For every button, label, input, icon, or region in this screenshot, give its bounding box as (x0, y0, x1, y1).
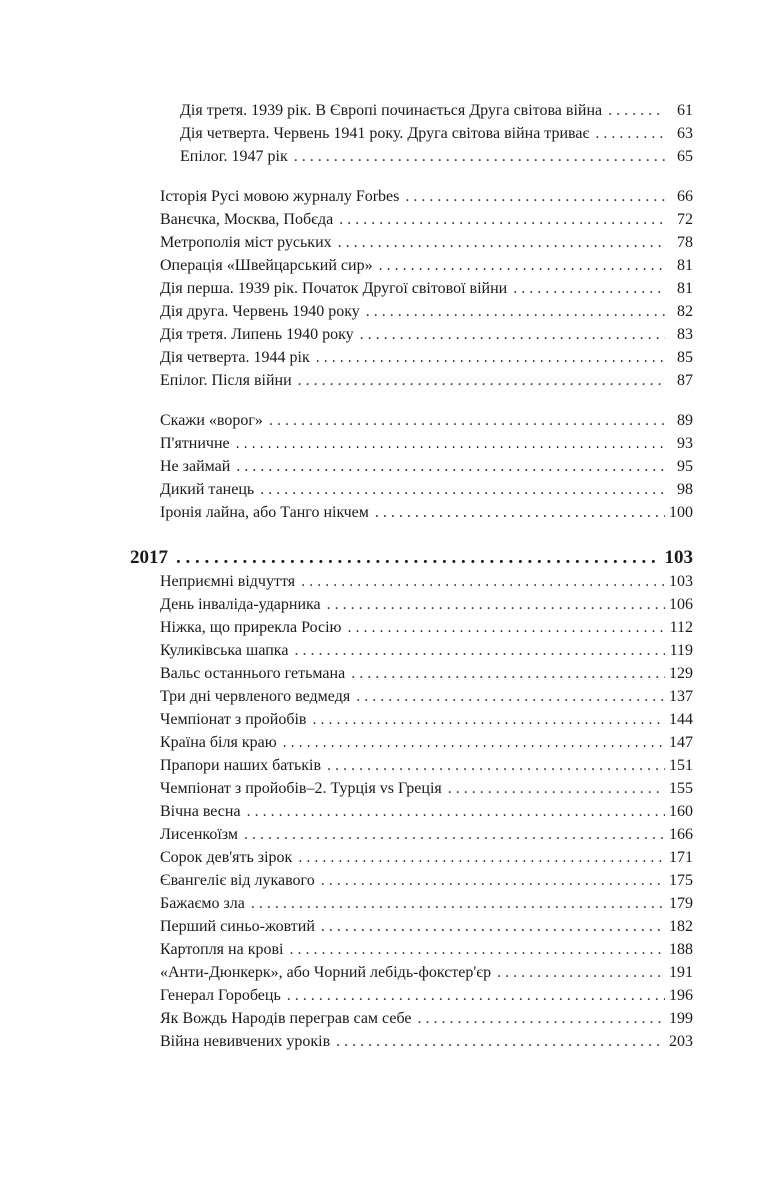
toc-entry[interactable] (160, 231, 693, 254)
toc-entry-page: 171 (669, 849, 693, 866)
toc-entry-title: Іронія лайна, або Танго нікчем (160, 504, 369, 521)
toc-entry-page: 166 (669, 826, 693, 843)
toc-entry-page: 106 (669, 596, 693, 613)
dot-leader (348, 616, 666, 639)
toc-entry-page: 144 (669, 711, 693, 728)
toc-entry-page: 151 (669, 757, 693, 774)
toc-entry-title: П'ятничне (160, 435, 230, 452)
toc-entry-title: Прапори наших батьків (160, 757, 322, 774)
toc-entry-page: 196 (669, 987, 693, 1004)
toc-entry-title: Епілог. Після війни (160, 372, 292, 389)
toc-entry-page: 103 (669, 573, 693, 590)
toc-entry-page: 95 (677, 458, 693, 475)
dot-leader (312, 708, 665, 731)
toc-entry[interactable] (160, 938, 693, 961)
toc-entry-title: Чемпіонат з пройобів (160, 711, 307, 728)
toc-entry-title: Епілог. 1947 рік (180, 148, 288, 165)
dot-leader (316, 346, 665, 369)
dot-leader (298, 846, 665, 869)
dot-leader (236, 432, 665, 455)
toc-group-c (0, 409, 771, 524)
toc-entry-page: 199 (669, 1010, 693, 1027)
toc-entry[interactable] (160, 501, 693, 524)
toc-entry-title: День інваліда-ударника (160, 596, 321, 613)
toc-entry-page: 93 (677, 435, 693, 452)
dot-leader (608, 99, 665, 122)
toc-entry[interactable] (160, 432, 693, 455)
toc-entry-title: Операція «Швейцарський сир» (160, 257, 373, 274)
dot-leader (289, 938, 665, 961)
dot-leader (405, 185, 665, 208)
toc-entry-page: 89 (677, 412, 693, 429)
toc-entry-title: Три дні червленого ведмедя (160, 688, 351, 705)
dot-leader (379, 254, 665, 277)
toc-entry[interactable] (160, 478, 693, 501)
toc-entry-page: 137 (669, 688, 693, 705)
toc-entry-page: 129 (669, 665, 693, 682)
toc-entry[interactable] (160, 731, 693, 754)
toc-entry[interactable] (160, 961, 693, 984)
toc-entry[interactable] (160, 823, 693, 846)
toc-entry-title: Куликівська шапка (160, 642, 289, 659)
toc-entry-page: 100 (669, 504, 693, 521)
toc-entry[interactable] (160, 639, 693, 662)
toc-entry-title: Дія друга. Червень 1940 року (160, 303, 360, 320)
toc-entry[interactable] (160, 346, 693, 369)
toc-group-a (0, 99, 771, 168)
toc-entry-page: 82 (677, 303, 693, 320)
toc-entry-title: Вічна весна (160, 803, 241, 820)
toc-entry-page: 65 (677, 148, 693, 165)
dot-leader (366, 300, 665, 323)
toc-entry-page: 87 (677, 372, 693, 389)
toc-entry[interactable] (160, 777, 693, 800)
toc-entry-page: 61 (677, 102, 693, 119)
toc-entry[interactable] (160, 369, 693, 392)
toc-entry-title: Дія перша. 1939 рік. Початок Другої світової війни (160, 280, 508, 297)
toc-entry-title: «Анти-Дюнкерк», або Чорний лебідь-фокстер'єр (160, 964, 492, 981)
dot-leader (360, 323, 665, 346)
toc-entry-page: 81 (677, 257, 693, 274)
toc-entry-page: 119 (669, 642, 693, 659)
toc-entry[interactable] (160, 455, 693, 478)
dot-leader (321, 869, 665, 892)
toc-entry-title: Не займай (160, 458, 231, 475)
toc-section-heading[interactable] (130, 544, 693, 572)
dot-leader (294, 639, 665, 662)
toc-entry[interactable] (160, 662, 693, 685)
toc-entry-page: 203 (669, 1033, 693, 1050)
toc-entry[interactable] (160, 984, 693, 1007)
toc-entry[interactable] (160, 685, 693, 708)
toc-entry-title: Війна невивчених уроків (160, 1033, 331, 1050)
dot-leader (301, 570, 665, 593)
dot-leader (356, 685, 665, 708)
toc-entry-title: Історія Русі мовою журналу Forbes (160, 188, 400, 205)
dot-leader (236, 455, 665, 478)
dot-leader (327, 754, 665, 777)
toc-entry[interactable] (160, 869, 693, 892)
dot-leader (283, 731, 665, 754)
toc-entry-title: Дія четверта. 1944 рік (160, 349, 310, 366)
toc-entry[interactable] (180, 145, 693, 168)
toc-entry-page: 175 (669, 872, 693, 889)
dot-leader (247, 800, 665, 823)
toc-entry[interactable] (160, 616, 693, 639)
toc-entry[interactable] (160, 1007, 693, 1030)
dot-leader (269, 409, 665, 432)
toc-entry[interactable] (160, 300, 693, 323)
toc-entry-title: Як Вождь Народів переграв сам себе (160, 1010, 412, 1027)
toc-entry-title: Лисенкоїзм (160, 826, 238, 843)
toc-group-d (0, 570, 771, 1053)
toc-entry-page: 191 (669, 964, 693, 981)
toc-entry-page: 98 (677, 481, 693, 498)
toc-entry[interactable] (160, 323, 693, 346)
dot-leader (338, 231, 665, 254)
dot-leader (294, 145, 665, 168)
dot-leader (244, 823, 665, 846)
toc-entry[interactable] (160, 754, 693, 777)
dot-leader (327, 593, 665, 616)
toc-entry-page: 78 (677, 234, 693, 251)
toc-entry-title: Країна біля краю (160, 734, 277, 751)
dot-leader (336, 1030, 665, 1053)
toc-entry[interactable] (160, 892, 693, 915)
dot-leader (417, 1007, 665, 1030)
toc-entry-title: Метрополія міст руських (160, 234, 332, 251)
toc-entry[interactable] (160, 800, 693, 823)
toc-entry[interactable] (160, 409, 693, 432)
toc-entry-page: 147 (669, 734, 693, 751)
toc-group-b (0, 185, 771, 392)
section-year-title: 2017 (130, 547, 168, 568)
toc-entry-page: 81 (677, 280, 693, 297)
dot-leader (260, 478, 665, 501)
section-year-page: 103 (664, 547, 693, 568)
dot-leader (375, 501, 665, 524)
toc-entry[interactable] (160, 708, 693, 731)
dot-leader (497, 961, 665, 984)
toc-entry[interactable] (160, 254, 693, 277)
toc-entry-title: Скажи «ворог» (160, 412, 263, 429)
toc-entry-page: 179 (669, 895, 693, 912)
toc-entry[interactable] (160, 915, 693, 938)
toc-entry[interactable] (160, 277, 693, 300)
toc-entry-page: 85 (677, 349, 693, 366)
toc-entry-title: Дія третя. 1939 рік. В Європі починається Друга світова війна (180, 102, 603, 119)
dot-leader (321, 915, 665, 938)
toc-entry-title: Картопля на крові (160, 941, 284, 958)
toc-entry-page: 182 (669, 918, 693, 935)
toc-entry-page: 66 (677, 188, 693, 205)
dot-leader (298, 369, 665, 392)
toc-entry-page: 155 (669, 780, 693, 797)
toc-entry-title: Чемпіонат з пройобів–2. Турція vs Греція (160, 780, 442, 797)
toc-entry-title: Генерал Горобець (160, 987, 281, 1004)
toc-entry-page: 83 (677, 326, 693, 343)
toc-entry-page: 72 (677, 211, 693, 228)
toc-entry[interactable] (160, 846, 693, 869)
toc-entry-page: 63 (677, 125, 693, 142)
toc-entry[interactable] (180, 122, 693, 145)
toc-entry-title: Дикий танець (160, 481, 255, 498)
toc-entry-title: Бажаємо зла (160, 895, 245, 912)
toc-entry[interactable] (160, 185, 693, 208)
toc-entry-title: Неприємні відчуття (160, 573, 296, 590)
toc-entry-title: Ванєчка, Москва, Побєда (160, 211, 334, 228)
toc-entry-page: 160 (669, 803, 693, 820)
dot-leader (448, 777, 665, 800)
toc-entry-page: 112 (669, 619, 693, 636)
toc-entry[interactable] (180, 99, 693, 122)
toc-entry[interactable] (160, 593, 693, 616)
dot-leader (251, 892, 665, 915)
toc-entry-title: Перший синьо-жовтий (160, 918, 315, 935)
dot-leader (595, 122, 665, 145)
dot-leader (339, 208, 665, 231)
dot-leader (351, 662, 665, 685)
toc-entry-title: Вальс останнього гетьмана (160, 665, 346, 682)
toc-entry-title: Ніжка, що прирекла Росію (160, 619, 342, 636)
dot-leader (176, 544, 659, 572)
toc-section-2017 (0, 544, 771, 572)
toc-entry[interactable] (160, 208, 693, 231)
toc-entry-title: Євангеліє від лукавого (160, 872, 315, 889)
toc-entry-title: Дія третя. Липень 1940 року (160, 326, 354, 343)
dot-leader (513, 277, 665, 300)
dot-leader (287, 984, 665, 1007)
toc-entry-page: 188 (669, 941, 693, 958)
toc-entry-title: Сорок дев'ять зірок (160, 849, 293, 866)
toc-entry[interactable] (160, 1030, 693, 1053)
toc-entry[interactable] (160, 570, 693, 593)
toc-entry-title: Дія четверта. Червень 1941 року. Друга світова війна триває (180, 125, 590, 142)
